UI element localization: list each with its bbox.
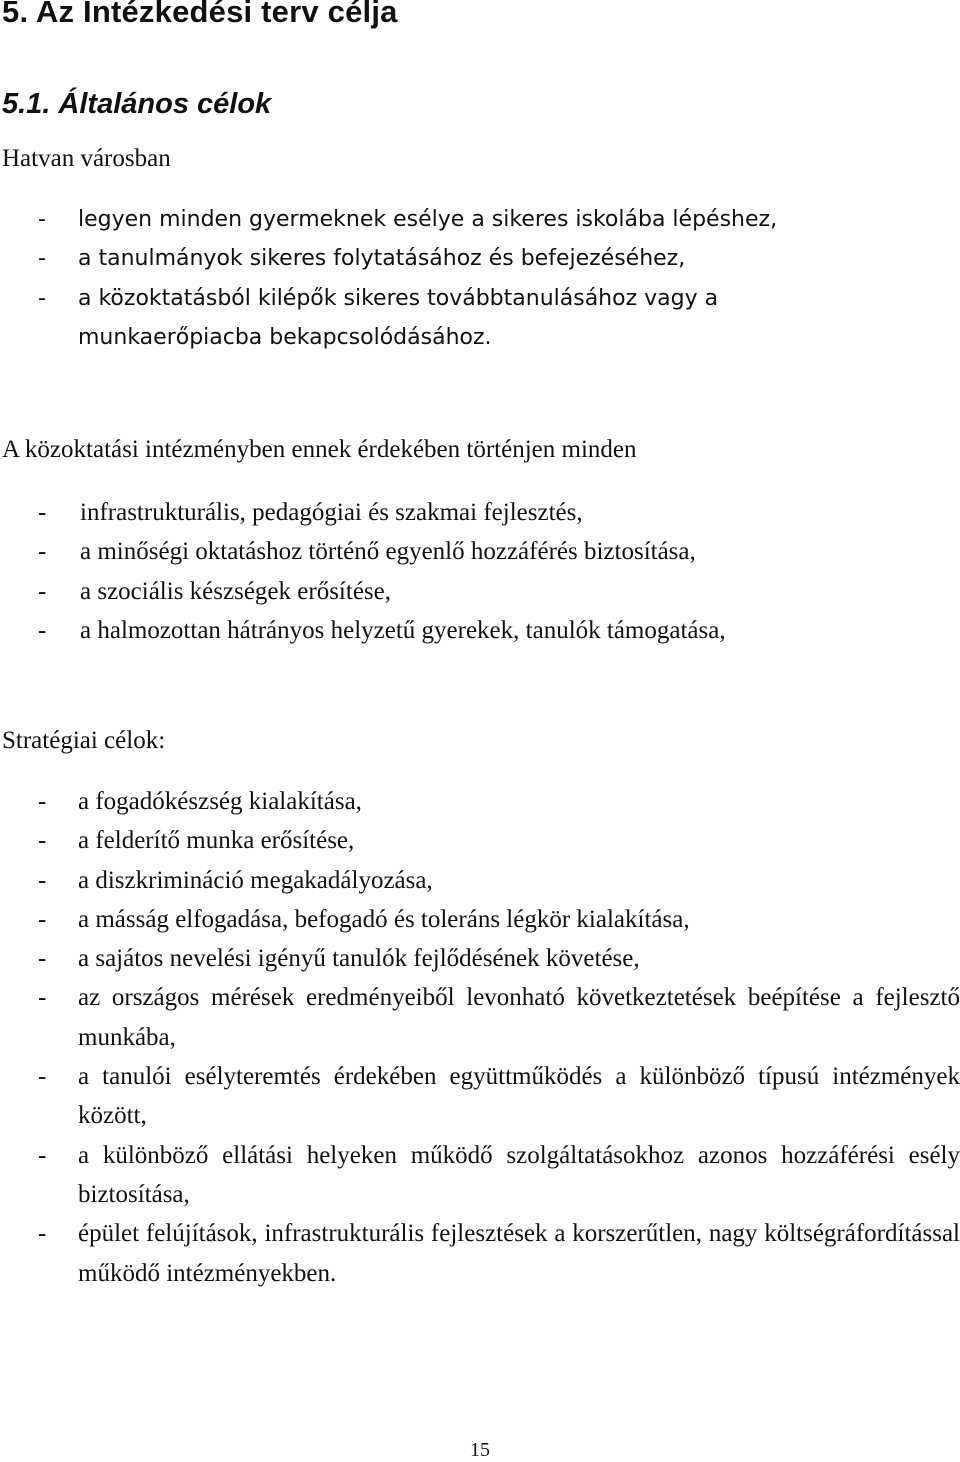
list-item: - a diszkrimináció megakadályozása, [38, 866, 433, 894]
list-item: - infrastrukturális, pedagógiai és szakmai fejlesztés, [38, 499, 583, 526]
list-item: - legyen minden gyermeknek esélye a sikeres iskolába lépéshez, [38, 207, 778, 232]
list-item: - a közoktatásból kilépők sikeres továbbtanulásához vagy a munkaerőpiacba bekapcsolódásához. [38, 285, 719, 350]
list-item: - a szociális készségek erősítése, [38, 577, 391, 605]
strategic-goals-list [0, 782, 960, 1293]
institution-goals-list [0, 493, 960, 650]
general-goals-list [0, 200, 960, 357]
list-item: - az országos mérések eredményeiből levonható következtetések beépítése a fejlesztő munkába, [38, 984, 960, 1051]
list-item: - a fogadókészség kialakítása, [38, 788, 362, 815]
strategic-goals-title: Stratégiai célok: [2, 727, 166, 754]
list-item: - a halmozottan hátrányos helyzetű gyerekek, tanulók támogatása, [38, 616, 726, 644]
page-number: 15 [470, 1439, 490, 1461]
intro-paragraph-institution: A közoktatási intézményben ennek érdekében történjen minden [2, 436, 637, 463]
subsection-heading: 5.1. Általános célok [2, 88, 272, 120]
list-item: - a minőségi oktatáshoz történő egyenlő hozzáférés biztosítása, [38, 538, 696, 566]
list-item: - a felderítő munka erősítése, [38, 827, 355, 855]
list-item: - a másság elfogadása, befogadó és toleráns légkör kialakítása, [38, 905, 690, 933]
list-item: - a sajátos nevelési igényű tanulók fejlődésének követése, [38, 945, 640, 973]
list-item: - a tanulói esélyteremtés érdekében együttműködés a különböző típusú intézmények között, [38, 1063, 960, 1130]
section-heading: 5. Az Intézkedési terv célja [2, 0, 398, 29]
intro-paragraph-city: Hatvan városban [2, 145, 171, 172]
list-item: - épület felújítások, infrastrukturális fejlesztések a korszerűtlen, nagy költségráfordítással működő intézményekben. [38, 1220, 960, 1287]
list-item: - a tanulmányok sikeres folytatásához és befejezéséhez, [38, 246, 686, 272]
list-item: - a különböző ellátási helyeken működő szolgáltatásokhoz azonos hozzáférési esély biztosítása, [38, 1141, 960, 1208]
